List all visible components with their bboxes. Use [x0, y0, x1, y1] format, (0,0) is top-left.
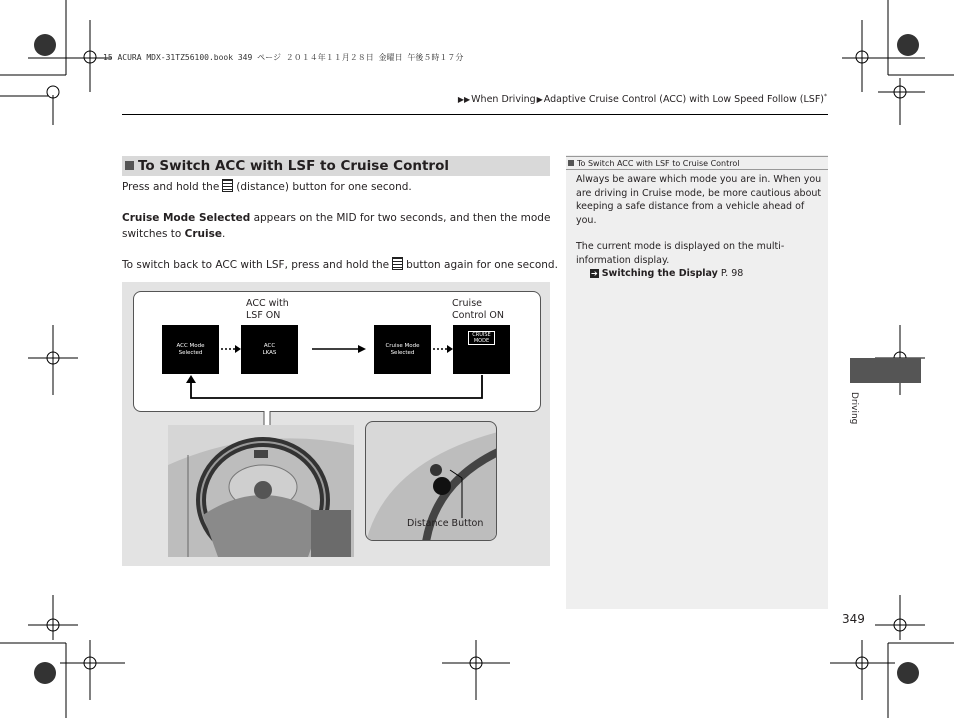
steering-wheel-illustration	[168, 425, 354, 557]
distance-button-icon	[392, 257, 403, 270]
p1-text-b: (distance) button for one second.	[236, 181, 412, 193]
link-page[interactable]: P. 98	[720, 268, 744, 279]
breadcrumb-item-acc[interactable]: Adaptive Cruise Control (ACC) with Low Speed Follow (LSF)	[543, 94, 824, 106]
section-heading	[122, 156, 550, 176]
sidebar-title	[566, 156, 828, 170]
chapter-tab	[850, 358, 921, 383]
note-icon	[568, 160, 574, 166]
label-cruise-line2: Control ON	[452, 310, 504, 321]
distance-button-label: Distance Button	[407, 518, 484, 529]
sidebar-title-text: To Switch ACC with LSF to Cruise Control	[577, 159, 740, 168]
paragraph-2	[122, 210, 552, 242]
link-arrow-icon: ➔	[591, 269, 598, 278]
chapter-label: Driving	[849, 392, 859, 425]
screen3-line1: Cruise Mode	[385, 342, 420, 349]
p2-text: appears on the MID for two seconds, and then the mode switches to	[122, 212, 551, 240]
sidebar-paragraph-2: The current mode is displayed on the multi-information display.	[576, 241, 785, 266]
p3-text-a: To switch back to ACC with LSF, press and hold the	[122, 259, 390, 271]
breadcrumb-item-when-driving[interactable]: When Driving	[471, 94, 536, 106]
label-acc-line1: ACC with	[246, 298, 289, 309]
screen1-line2: Selected	[178, 349, 203, 356]
header-rule	[122, 114, 828, 115]
p1-text-a: Press and hold the	[122, 181, 220, 193]
label-acc-line2: LSF ON	[246, 310, 281, 321]
p2-end: .	[222, 228, 226, 240]
screen3-line2: Selected	[390, 349, 415, 356]
distance-button-icon	[222, 179, 233, 192]
sidebar-link[interactable]	[590, 267, 824, 281]
page-number: 349	[842, 612, 865, 626]
paragraph-1	[122, 179, 552, 195]
paragraph-3	[122, 257, 562, 273]
square-bullet-icon	[125, 161, 134, 170]
section-title: To Switch ACC with LSF to Cruise Control	[138, 158, 449, 174]
screen2-line2: LKAS	[262, 349, 277, 356]
arrow-icon: ▶▶	[457, 95, 471, 105]
asterisk: *	[824, 93, 827, 100]
screen1-line1: ACC Mode	[176, 342, 205, 349]
arrow-icon: ▶	[536, 95, 543, 105]
sidebar-body	[576, 173, 824, 281]
cruise-text: Cruise	[184, 228, 223, 240]
link-text[interactable]: Switching the Display	[601, 268, 718, 279]
screen4-line1: CRUISE	[472, 332, 491, 338]
cruise-mode-selected-text: Cruise Mode Selected	[122, 212, 251, 224]
screen2-line1: ACC	[263, 342, 276, 349]
p3-text-b: button again for one second.	[406, 259, 558, 271]
label-cruise-line1: Cruise	[452, 298, 482, 309]
sidebar-paragraph-1: Always be aware which mode you are in. When you are driving in Cruise mode, be more cautious about keeping a safe distance from a vehicle ahead of you.	[576, 174, 822, 226]
breadcrumb	[457, 93, 827, 105]
print-header: 15 ACURA MDX-31TZ56100.book 349 ページ ２０１４年１１月２８日 金曜日 午後５時１７分	[103, 53, 464, 62]
screen4-line2: MODE	[473, 338, 490, 344]
